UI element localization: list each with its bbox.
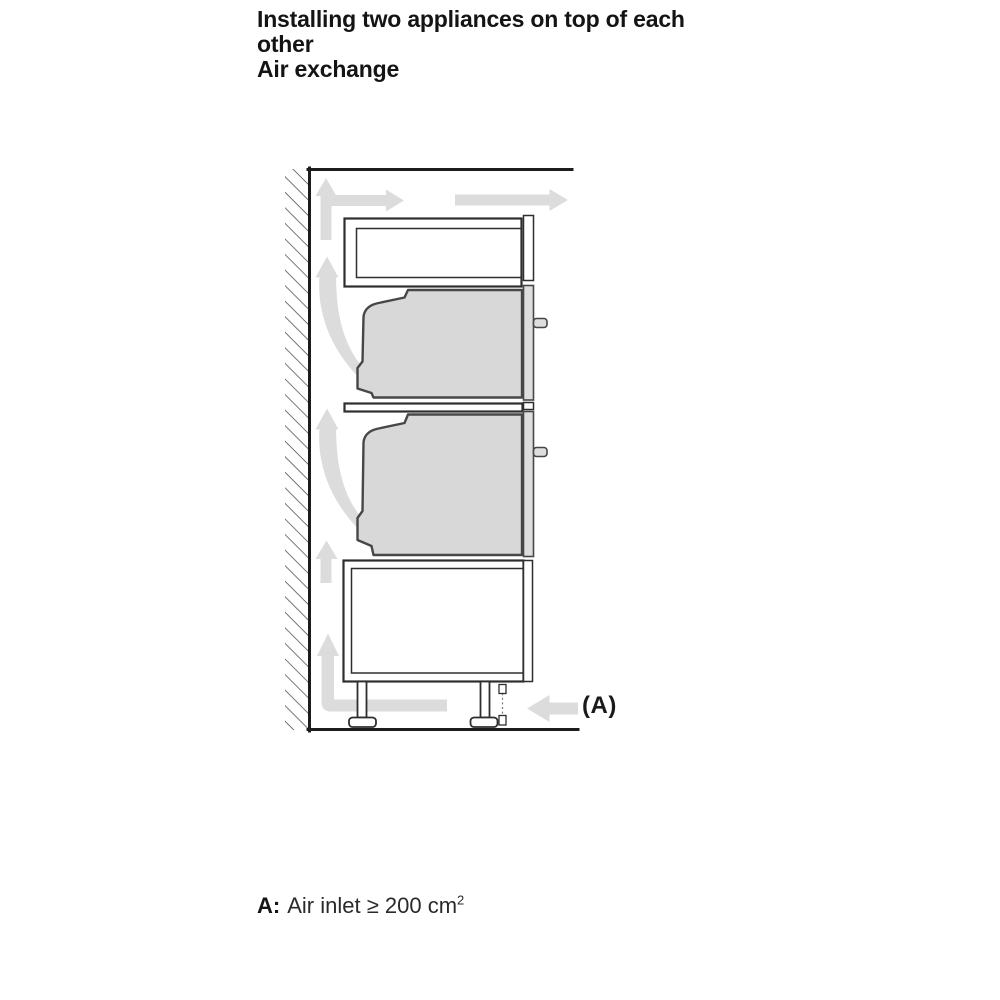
legend-key: A: [257, 893, 281, 918]
airflow-up-arrow-top [316, 178, 337, 240]
plinth-marker-bottom [499, 716, 506, 726]
shelf-front-strip [524, 403, 534, 410]
lower-appliance [358, 412, 548, 557]
wall-hatching [285, 169, 308, 730]
airflow-exhaust-arrow [455, 189, 568, 211]
air-inlet-point-label: (A) [582, 692, 617, 719]
intermediate-shelf [345, 404, 523, 412]
base-cabinet-outer [344, 561, 524, 682]
airflow-up-arrow-mid [316, 541, 338, 584]
upper-appliance-body [358, 290, 523, 398]
page-subtitle: Air exchange [257, 56, 400, 82]
cabinet-leg-left [358, 682, 367, 718]
base-cabinet-front-strip [524, 561, 533, 682]
lower-appliance-handle [534, 448, 548, 457]
cabinet-leg-right [481, 682, 490, 718]
upper-appliance-door [524, 286, 534, 401]
air-inlet-arrow [527, 695, 578, 722]
upper-appliance [358, 286, 548, 401]
page-title: Installing two appliances on top of each other [257, 6, 685, 57]
upper-appliance-handle [534, 319, 548, 328]
airflow-curve-upper-head [316, 257, 339, 278]
legend-superscript: 2 [457, 892, 465, 908]
lower-appliance-door [524, 412, 534, 557]
cabinet-foot-right [471, 718, 498, 728]
plinth-marker-top [499, 685, 506, 694]
airflow-curve-lower-head [316, 409, 339, 430]
legend-air-inlet [257, 893, 464, 919]
vent-front-strip [524, 216, 534, 281]
lower-appliance-body [358, 415, 523, 556]
legend-text: Air inlet ≥ 200 cm [287, 893, 458, 918]
cabinet-foot-left [349, 718, 376, 728]
vent-compartment [345, 216, 534, 287]
